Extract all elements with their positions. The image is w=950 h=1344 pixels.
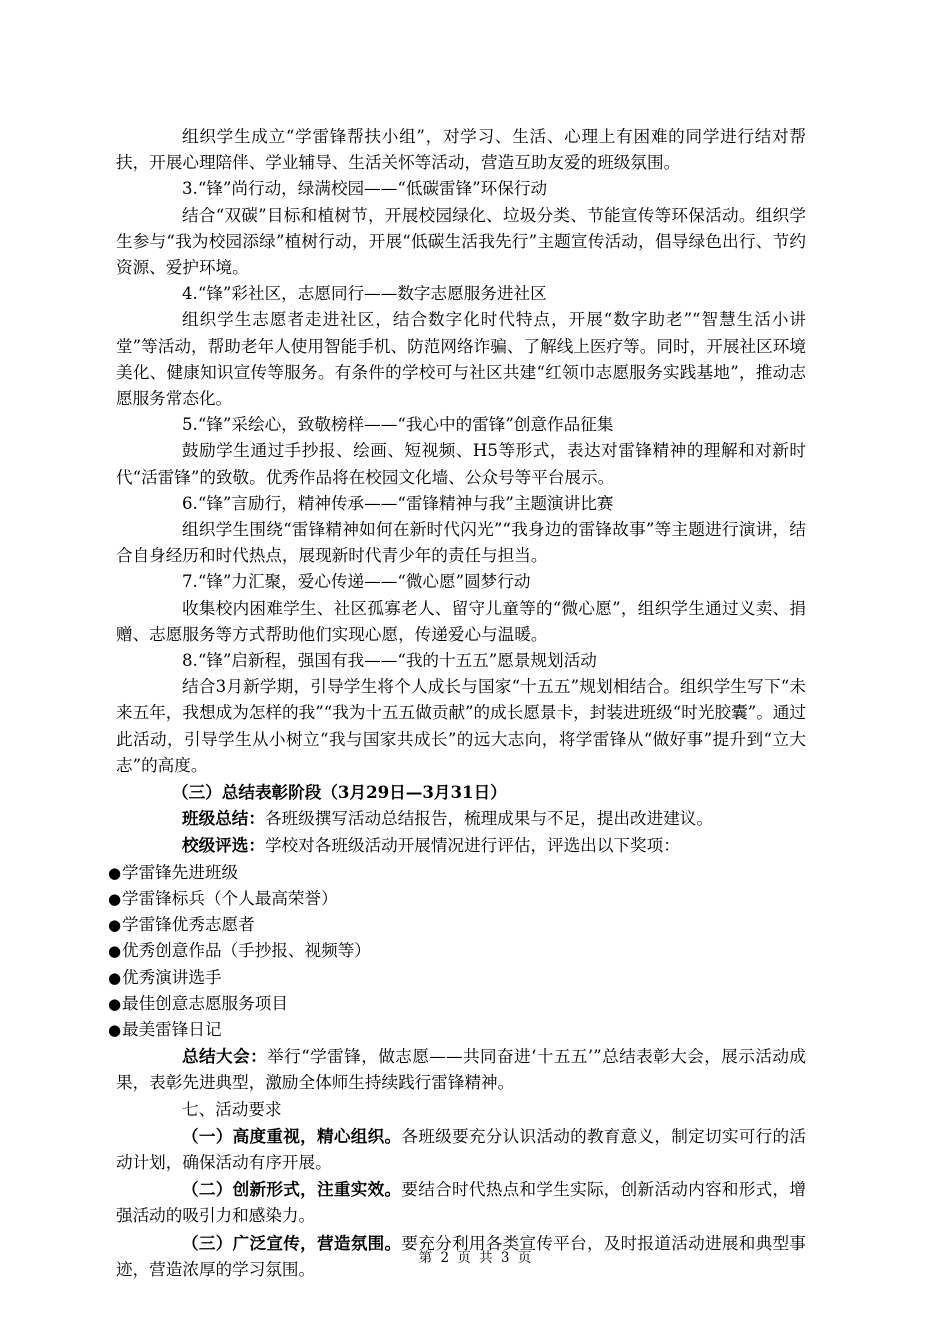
activity-heading: 8.“锋”启新程，强国有我——“我的十五五”愿景规划活动 xyxy=(182,651,597,671)
page-footer: 第 2 页 共 3 页 xyxy=(418,1250,532,1266)
stage3-heading: （三）总结表彰阶段（3月29日—3月31日） xyxy=(172,782,507,803)
assembly-text: 举行“学雷锋，做志愿——共同奋进‘十五五’”总结表彰大会，展示活动成果，表彰先进典型，激励全体师生持续践行雷锋精神。 xyxy=(116,1047,807,1093)
requirement-text: 要充分利用各类宣传平台，及时报道活动进展和典型事迹，营造浓厚的学习氛围。 xyxy=(116,1233,807,1279)
class-summary-label: 班级总结： xyxy=(182,808,265,829)
activity-heading: 7.“锋”力汇聚，爱心传递——“微心愿”圆梦行动 xyxy=(182,572,531,592)
requirement-text: 要结合时代热点和学生实际，创新活动内容和形式，增强活动的吸引力和感染力。 xyxy=(116,1180,807,1226)
paragraph: 结合3月新学期，引导学生将个人成长与国家“十五五”规划相结合。组织学生写下“未来五年，我想成为怎样的我”“我为十五五做贡献”的成长愿景卡，封装进班级“时光胶囊”。通过此活动，引导学生从小树立“我与国家共成长”的远大志向，将学雷锋从“做好事”提升到“立大志”的高度。 xyxy=(116,677,806,775)
class-summary xyxy=(116,805,806,832)
school-eval-label: 校级评选： xyxy=(182,835,265,856)
list-item: ●学雷锋先进班级 xyxy=(108,860,806,886)
paragraph: 组织学生成立“学雷锋帮扶小组”，对学习、生活、心理上有困难的同学进行结对帮扶，开展心理陪伴、学业辅导、生活关怀等活动，营造互助友爱的班级氛围。 xyxy=(116,127,806,173)
requirement-text: 各班级要充分认识活动的教育意义，制定切实可行的活动计划，确保活动有序开展。 xyxy=(116,1126,807,1172)
requirement-item xyxy=(116,1123,806,1176)
bullet-icon: ● xyxy=(108,968,122,987)
activity-heading: 6.“锋”言励行，精神传承——“雷锋精神与我”主题演讲比赛 xyxy=(182,493,614,513)
school-eval-text: 学校对各班级活动开展情况进行评估，评选出以下奖项： xyxy=(264,836,680,856)
requirement-label: （一）高度重视，精心组织。 xyxy=(182,1125,402,1146)
list-item: ●学雷锋优秀志愿者 xyxy=(108,912,806,938)
section7-heading: 七、活动要求 xyxy=(182,1099,282,1119)
assembly xyxy=(116,1043,806,1096)
list-item: ●学雷锋标兵（个人最高荣誉） xyxy=(108,886,806,912)
activity-heading: 5.“锋”采绘心，致敬榜样——“我心中的雷锋”创意作品征集 xyxy=(182,415,614,435)
awards-list xyxy=(108,860,806,1043)
paragraph: 结合“双碳”目标和植树节，开展校园绿化、垃圾分类、节能宣传等环保活动。组织学生参与“我为校园添绿”植树行动，开展“低碳生活我先行”主题宣传活动，倡导绿色出行、节约资源、爱护环境。 xyxy=(116,205,806,278)
paragraph: 收集校内困难学生、社区孤寡老人、留守儿童等的“微心愿”，组织学生通过义卖、捐赠、志愿服务等方式帮助他们实现心愿，传递爱心与温暖。 xyxy=(116,598,806,644)
activity-heading: 3.“锋”尚行动，绿满校园——“低碳雷锋”环保行动 xyxy=(182,179,548,199)
bullet-icon: ● xyxy=(108,942,122,961)
list-item: ●优秀创意作品（手抄报、视频等） xyxy=(108,938,806,964)
bullet-icon: ● xyxy=(108,1020,122,1039)
document-body xyxy=(108,124,807,1283)
paragraph: 组织学生志愿者走进社区，结合数字化时代特点，开展“数字助老”“智慧生活小讲堂”等活动，帮助老年人使用智能手机、防范网络诈骗、了解线上医疗等。同时，开展社区环境美化、健康知识宣传等服务。有条件的学校可与社区共建“红领巾志愿服务实践基地”，推动志愿服务常态化。 xyxy=(116,310,806,409)
list-item: ●最美雷锋日记 xyxy=(108,1017,806,1043)
requirement-item xyxy=(116,1176,806,1229)
requirement-label: （三）广泛宣传，营造氛围。 xyxy=(182,1232,402,1253)
assembly-label: 总结大会： xyxy=(182,1046,268,1067)
list-item: ●最佳创意志愿服务项目 xyxy=(108,991,806,1017)
activity-heading: 4.“锋”彩社区，志愿同行——数字志愿服务进社区 xyxy=(182,284,547,304)
paragraph: 鼓励学生通过手抄报、绘画、短视频、H5等形式，表达对雷锋精神的理解和对新时代“活雷锋”的致敬。优秀作品将在校园文化墙、公众号等平台展示。 xyxy=(116,441,806,487)
bullet-icon: ● xyxy=(108,863,122,882)
bullet-icon: ● xyxy=(108,889,122,908)
bullet-icon: ● xyxy=(108,916,122,935)
list-item: ●优秀演讲选手 xyxy=(108,965,806,991)
paragraph: 组织学生围绕“雷锋精神如何在新时代闪光”“我身边的雷锋故事”等主题进行演讲，结合自身经历和时代热点，展现新时代青少年的责任与担当。 xyxy=(116,520,806,566)
school-eval xyxy=(116,832,806,859)
bullet-icon: ● xyxy=(108,994,122,1013)
requirement-label: （二）创新形式，注重实效。 xyxy=(182,1179,402,1200)
class-summary-text: 各班级撰写活动总结报告，梳理成果与不足，提出改进建议。 xyxy=(264,809,713,829)
